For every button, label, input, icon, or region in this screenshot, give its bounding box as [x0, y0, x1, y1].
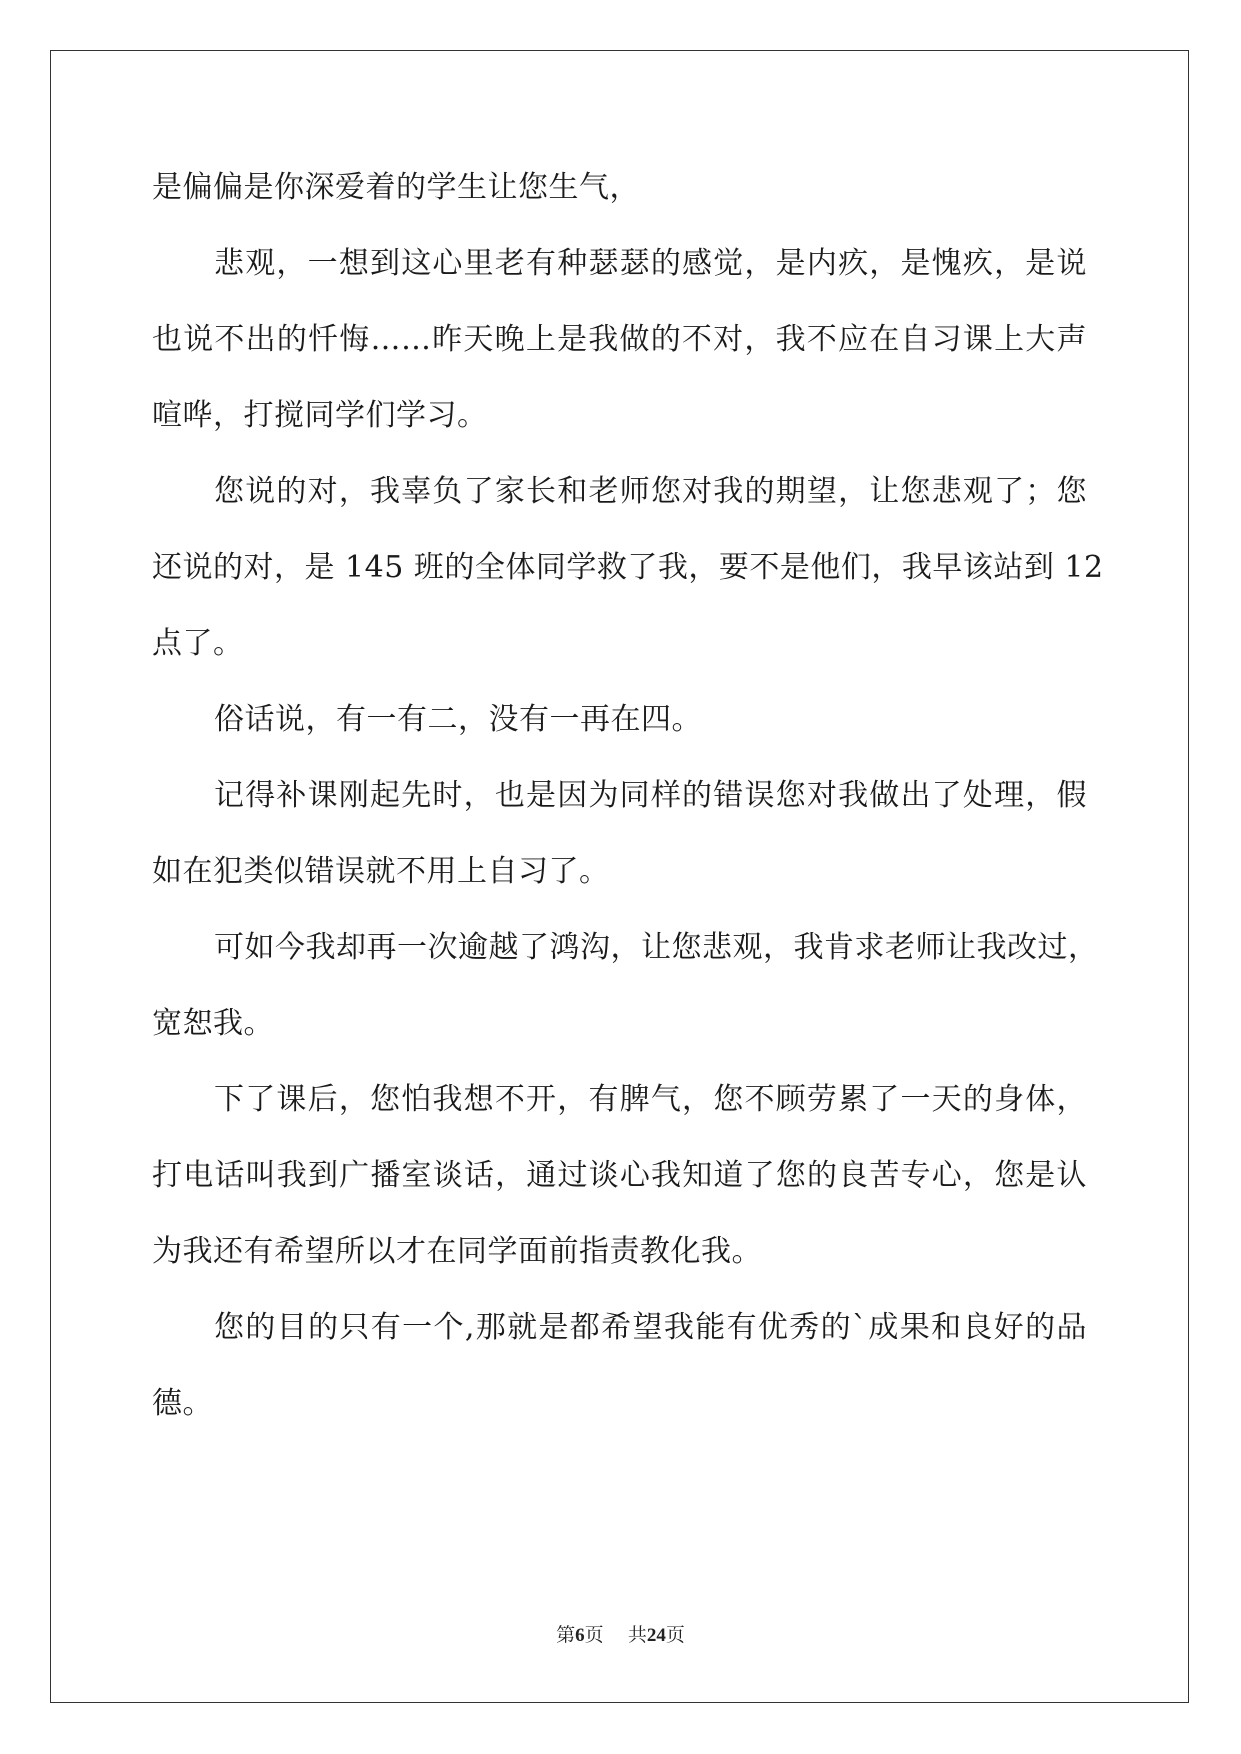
text-line: 打电话叫我到广播室谈话，通过谈心我知道了您的良苦专心，您是认	[152, 1158, 1087, 1193]
text-line: 是偏偏是你深爱着的学生让您生气，	[152, 170, 640, 205]
page-footer	[0, 1620, 1241, 1647]
page-label-prefix: 第	[556, 1624, 576, 1646]
text-line: 德。	[152, 1386, 213, 1421]
text-line: 悲观，一想到这心里老有种瑟瑟的感觉，是内疚，是愧疚，是说	[214, 246, 1087, 281]
text-line: 记得补课刚起先时，也是因为同样的错误您对我做出了处理，假	[214, 778, 1087, 813]
total-label-prefix: 共	[627, 1624, 647, 1646]
text-line: 下了课后，您怕我想不开，有脾气，您不顾劳累了一天的身体，	[214, 1082, 1087, 1117]
text-line: 也说不出的忏悔……昨天晚上是我做的不对，我不应在自习课上大声	[152, 322, 1087, 357]
text-line: 俗话说，有一有二，没有一再在四。	[214, 702, 702, 737]
text-line: 宽恕我。	[152, 1006, 274, 1041]
total-label-suffix: 页	[665, 1624, 685, 1646]
text-line: 喧哗，打搅同学们学习。	[152, 398, 488, 433]
page-number: 6	[575, 1625, 585, 1646]
text-line: 为我还有希望所以才在同学面前指责教化我。	[152, 1234, 762, 1269]
total-pages: 24	[646, 1625, 666, 1646]
text-line: 您说的对，我辜负了家长和老师您对我的期望，让您悲观了；您	[214, 474, 1087, 509]
text-line: 您的目的只有一个,那就是都希望我能有优秀的`成果和良好的品	[214, 1310, 1087, 1345]
text-line: 如在犯类似错误就不用上自习了。	[152, 854, 610, 889]
text-line: 还说的对，是 145 班的全体同学救了我，要不是他们，我早该站到 12	[152, 550, 1104, 585]
text-line: 点了。	[152, 626, 244, 661]
page-label-suffix: 页	[584, 1624, 604, 1646]
text-line: 可如今我却再一次逾越了鸿沟，让您悲观，我肯求老师让我改过，	[214, 930, 1099, 965]
